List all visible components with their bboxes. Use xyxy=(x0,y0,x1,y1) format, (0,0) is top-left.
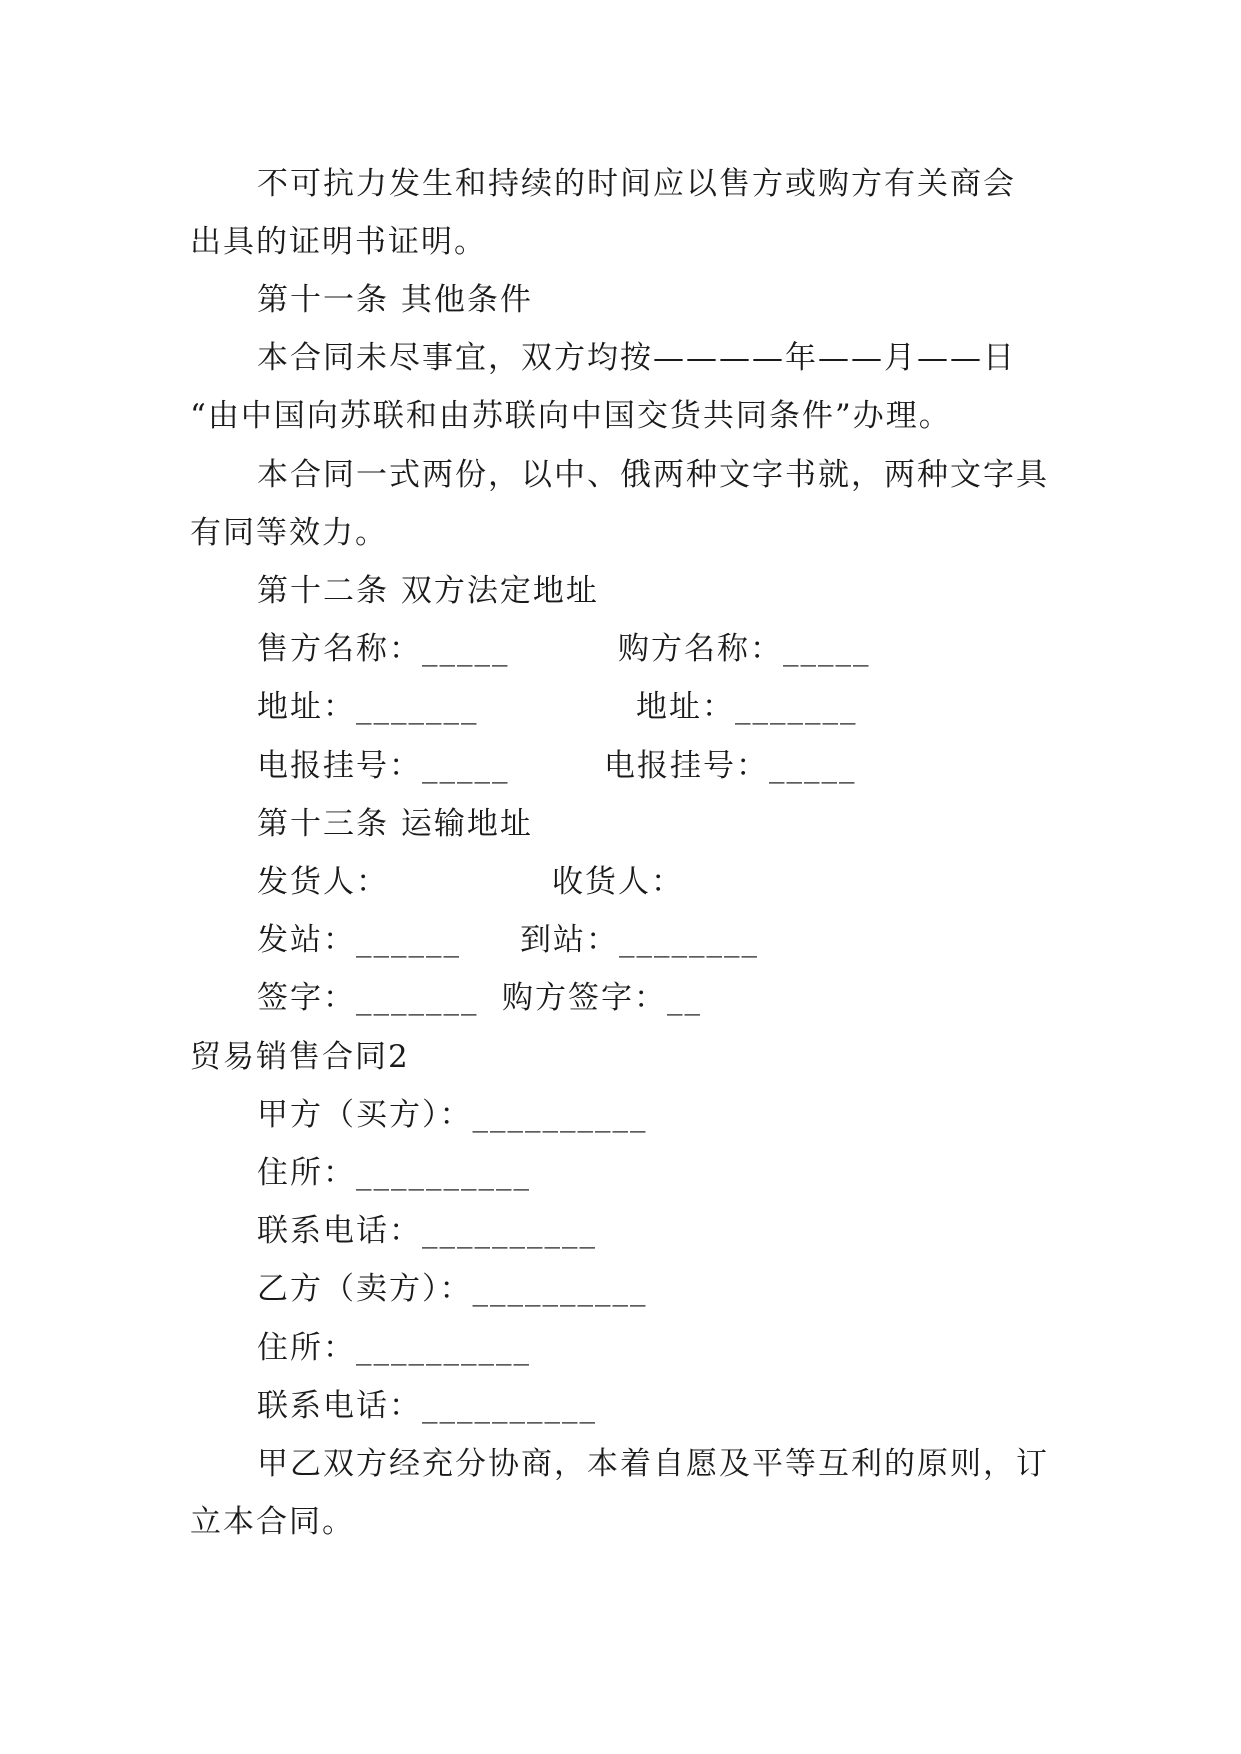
text-line: 立本合同。 xyxy=(190,1504,355,1540)
text-line: “由中国向苏联和由苏联向中国交货共同条件”办理。 xyxy=(190,398,952,434)
text-line: 本合同一式两份，以中、俄两种文字书就，两种文字具 xyxy=(257,457,1049,493)
field-party-b: 乙方（卖方）：__________ xyxy=(257,1271,648,1307)
field-seller-name: 售方名称：_____ xyxy=(257,631,510,667)
text-line: 不可抗力发生和持续的时间应以售方或购方有关商会 xyxy=(257,166,1016,202)
field-party-b-phone: 联系电话：__________ xyxy=(257,1388,597,1424)
field-seller-telegraph: 电报挂号：_____ xyxy=(257,748,510,784)
field-buyer-telegraph: 电报挂号：_____ xyxy=(604,748,857,784)
text-line: 有同等效力。 xyxy=(190,515,388,551)
field-buyer-name: 购方名称：_____ xyxy=(618,631,871,667)
text-line: 甲乙双方经充分协商，本着自愿及平等互利的原则，订 xyxy=(257,1446,1049,1482)
field-buyer-address: 地址：_______ xyxy=(636,689,858,725)
section-heading: 第十三条 运输地址 xyxy=(257,806,533,842)
field-buyer-signature: 购方签字：__ xyxy=(502,980,702,1016)
field-signature: 签字：_______ xyxy=(257,980,479,1016)
section-heading: 第十一条 其他条件 xyxy=(257,282,533,318)
section-heading: 第十二条 双方法定地址 xyxy=(257,573,599,609)
document-title: 贸易销售合同2 xyxy=(190,1039,410,1075)
text-line: 出具的证明书证明。 xyxy=(190,224,487,260)
field-arrival-station: 到站：________ xyxy=(520,922,759,958)
field-party-a-residence: 住所：__________ xyxy=(257,1155,531,1191)
field-departure-station: 发站：______ xyxy=(257,922,461,958)
field-consignee: 收货人： xyxy=(552,864,684,900)
field-party-b-residence: 住所：__________ xyxy=(257,1330,531,1366)
field-party-a-phone: 联系电话：__________ xyxy=(257,1213,597,1249)
field-seller-address: 地址：_______ xyxy=(257,689,479,725)
field-shipper: 发货人： xyxy=(257,864,389,900)
field-party-a: 甲方（买方）：__________ xyxy=(257,1097,648,1133)
text-line: 本合同未尽事宜，双方均按————年——月——日 xyxy=(257,340,1016,376)
